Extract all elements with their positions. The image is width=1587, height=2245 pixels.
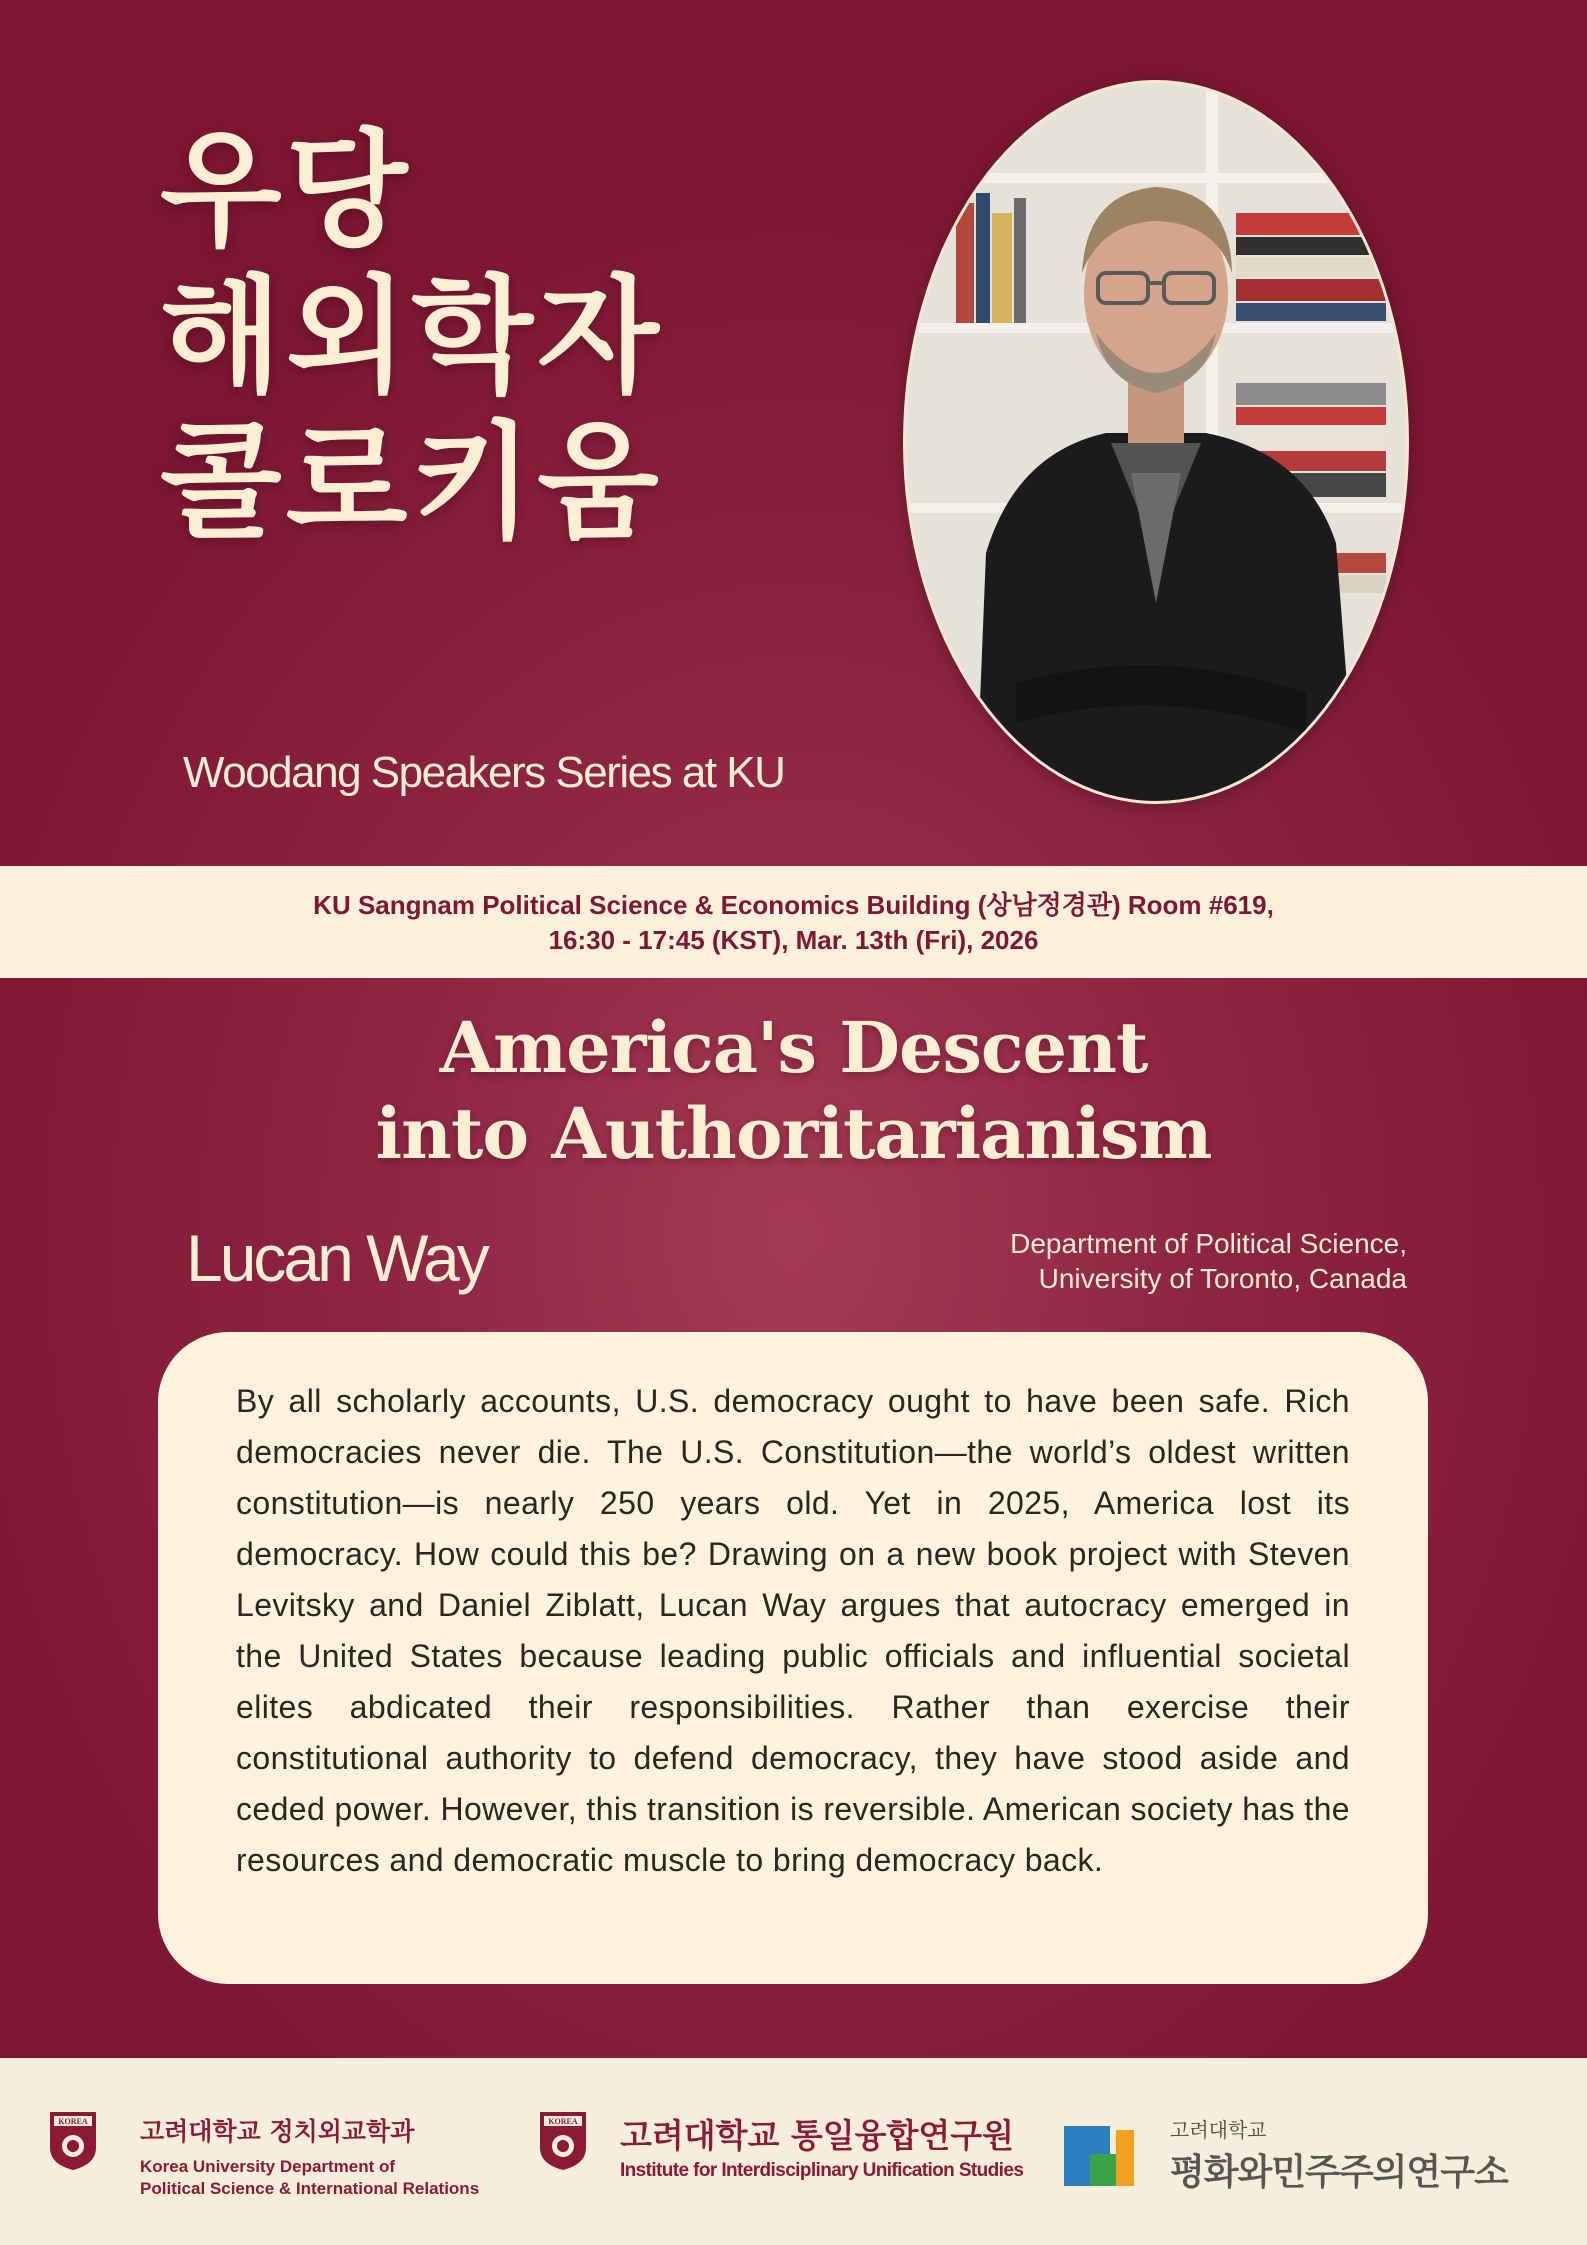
venue-band [0, 866, 1587, 978]
speaker-affiliation [1010, 1226, 1407, 1296]
korean-title-line-1: 우당 [160, 117, 412, 264]
org1-korean-name: 고려대학교 정치외교학과 [140, 2117, 415, 2146]
date-time-line: 16:30 - 17:45 (KST), Mar. 13th (Fri), 2026 [548, 925, 1039, 955]
korea-university-shield-icon [538, 2110, 588, 2172]
org2-korean-name: 고려대학교 통일융합연구원 [620, 2116, 1015, 2155]
korean-title [160, 118, 663, 556]
svg-text:KOREA: KOREA [58, 2117, 88, 2126]
series-subtitle: Woodang Speakers Series at KU [183, 748, 785, 797]
talk-title-line-1: America's Descent [439, 1006, 1148, 1089]
org1-english-name [140, 2156, 479, 2200]
portrait-illustration [906, 83, 1406, 801]
affiliation-line-2: University of Toronto, Canada [1038, 1263, 1407, 1294]
abstract-text: By all scholarly accounts, U.S. democracy ought to have been safe. Rich democracies never die. The U.S. Constitution—the world’s oldest written constitution—is nearly 250 years old. Yet in 2025, America lost its democracy. How could this be? Drawing on a new book project with Steven Levitsky and Daniel Ziblatt, Lucan Way argues that autocracy emerged in the United States because leading public officials and influential societal elites abdicated their responsibilities. Rather than exercise their constitutional authority to defend democracy, they have stood aside and ceded power. However, this transition is reversible. American society has the resources and democratic muscle to bring democracy back. [236, 1383, 1350, 1878]
korea-university-shield-icon [48, 2110, 98, 2172]
abstract-box [158, 1332, 1428, 1984]
svg-text:KOREA: KOREA [548, 2117, 578, 2126]
korean-title-line-2: 해외학자 [160, 263, 663, 410]
venue-line: KU Sangnam Political Science & Economics Building (상남정경관) Room #619, [313, 890, 1274, 920]
korean-title-line-3: 콜로키움 [160, 409, 663, 556]
pdi-mark-icon [1064, 2120, 1142, 2192]
org3-korean-name: 평화와민주주의연구소 [1170, 2152, 1508, 2193]
org1-english-line-1: Korea University Department of [140, 2157, 396, 2176]
affiliation-line-1: Department of Political Science, [1010, 1228, 1407, 1259]
org3-university-label: 고려대학교 [1170, 2118, 1267, 2142]
talk-title-line-2: into Authoritarianism [375, 1092, 1212, 1175]
speaker-name: Lucan Way [186, 1221, 487, 1295]
talk-title [0, 1005, 1587, 1177]
org1-english-line-2: Political Science & International Relations [140, 2179, 480, 2198]
org2-english-name: Institute for Interdisciplinary Unification Studies [620, 2160, 1024, 2181]
speaker-portrait [903, 80, 1409, 804]
footer-logos [0, 2058, 1587, 2245]
